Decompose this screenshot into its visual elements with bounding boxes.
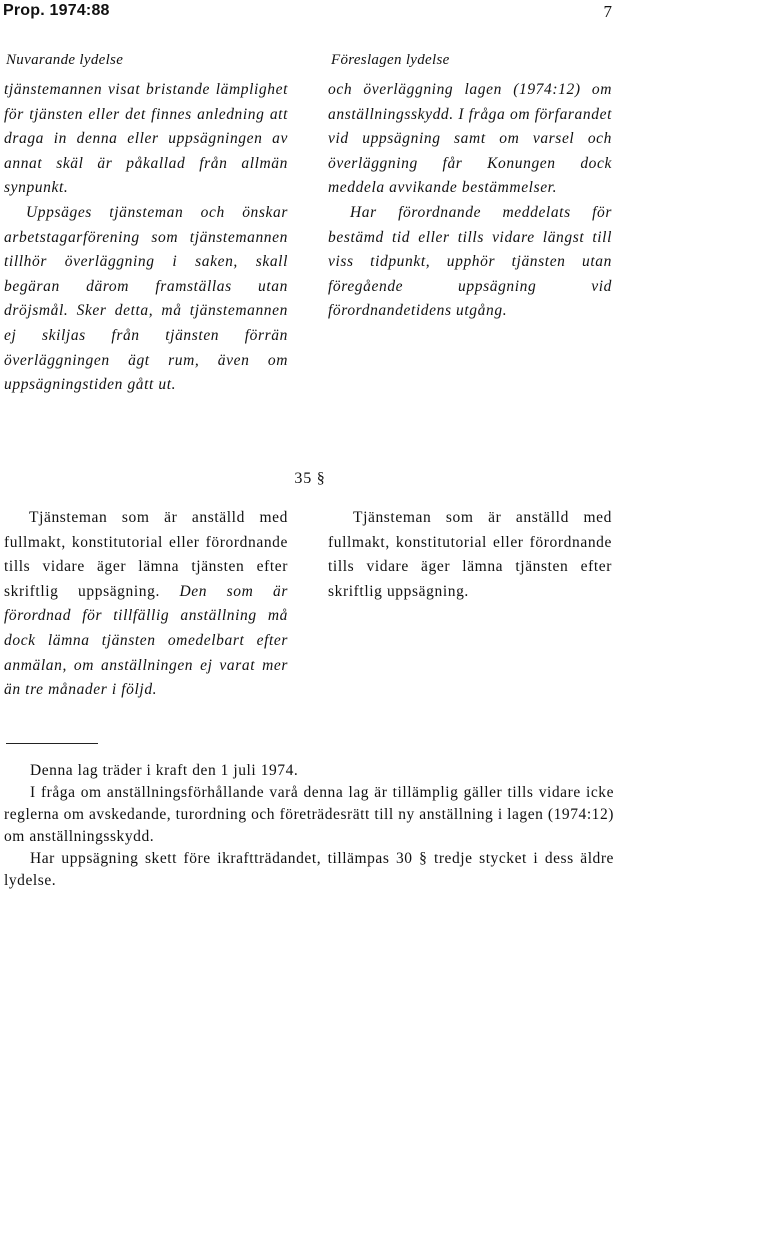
transitional-provisions bbox=[4, 760, 614, 892]
current-wording-column bbox=[4, 78, 288, 398]
current-paragraph: Uppsäges tjänsteman och önskar arbetstagarförening som tjänstemannen tillhör överläggning i saken, skall begäran därom framställas utan dröjsmål. Sker detta, må tjänstemannen ej skiljas från tjänsten förrän överläggningen ägt rum, även om uppsägningstiden gått ut. bbox=[4, 203, 288, 394]
current-wording-heading: Nuvarande lydelse bbox=[6, 52, 124, 68]
transitional-paragraph: Har uppsägning skett före ikraftträdandet, tillämpas 30 § tredje stycket i dess äldre lydelse. bbox=[4, 850, 614, 889]
page-number: 7 bbox=[603, 2, 612, 21]
current-paragraph: tjänstemannen visat bristande lämplighet för tjänsten eller det finnes anledning att draga in denna eller uppsägningen av annat skäl är påkallad från allmän synpunkt. bbox=[4, 81, 288, 197]
proposed-paragraph: Har förordnande meddelats för bestämd tid eller tills vidare längst till viss tidpunkt, upphör tjänsten utan föregående uppsägning vid förordnandetidens utgång. bbox=[328, 203, 612, 320]
proposed-wording-column bbox=[328, 78, 612, 324]
current-section-35-paragraph bbox=[4, 506, 288, 703]
proposed-paragraph: och överläggning lagen (1974:12) om anställningsskydd. I fråga om förfarandet vid uppsägning samt om varsel och överläggning får Konungen dock meddela avvikande bestämmelser. bbox=[328, 81, 612, 197]
transitional-paragraph: Denna lag träder i kraft den 1 juli 1974. bbox=[30, 762, 299, 779]
current-section-35-italic-text: Den som är förordnad för tillfällig anställning må dock lämna tjänsten omedelbart efter anmälan, om anställningen ej varat mer än tre månader i följd. bbox=[4, 582, 288, 699]
current-section-35-column bbox=[4, 506, 288, 703]
document-reference: Prop. 1974:88 bbox=[3, 2, 110, 19]
footnote-separator bbox=[6, 743, 98, 744]
current-section-35-plain-text: Tjänsteman som är anställd med fullmakt, konstitutorial eller förordnande tills vidare äger lämna tjänsten efter skriftlig uppsägning. bbox=[4, 509, 288, 600]
proposed-wording-heading: Föreslagen lydelse bbox=[331, 52, 450, 68]
proposed-section-35-paragraph: Tjänsteman som är anställd med fullmakt, konstitutorial eller förordnande tills vidare äger lämna tjänsten efter skriftlig uppsägning. bbox=[328, 509, 612, 600]
section-number: 35 § bbox=[294, 470, 326, 487]
proposed-section-35-column bbox=[328, 506, 612, 604]
transitional-paragraph: I fråga om anställningsförhållande varå denna lag är tillämplig gäller tills vidare icke reglerna om avskedande, turordning och företrädesrätt till ny anställning i lagen (1974:12) om anställningsskydd. bbox=[4, 784, 614, 845]
